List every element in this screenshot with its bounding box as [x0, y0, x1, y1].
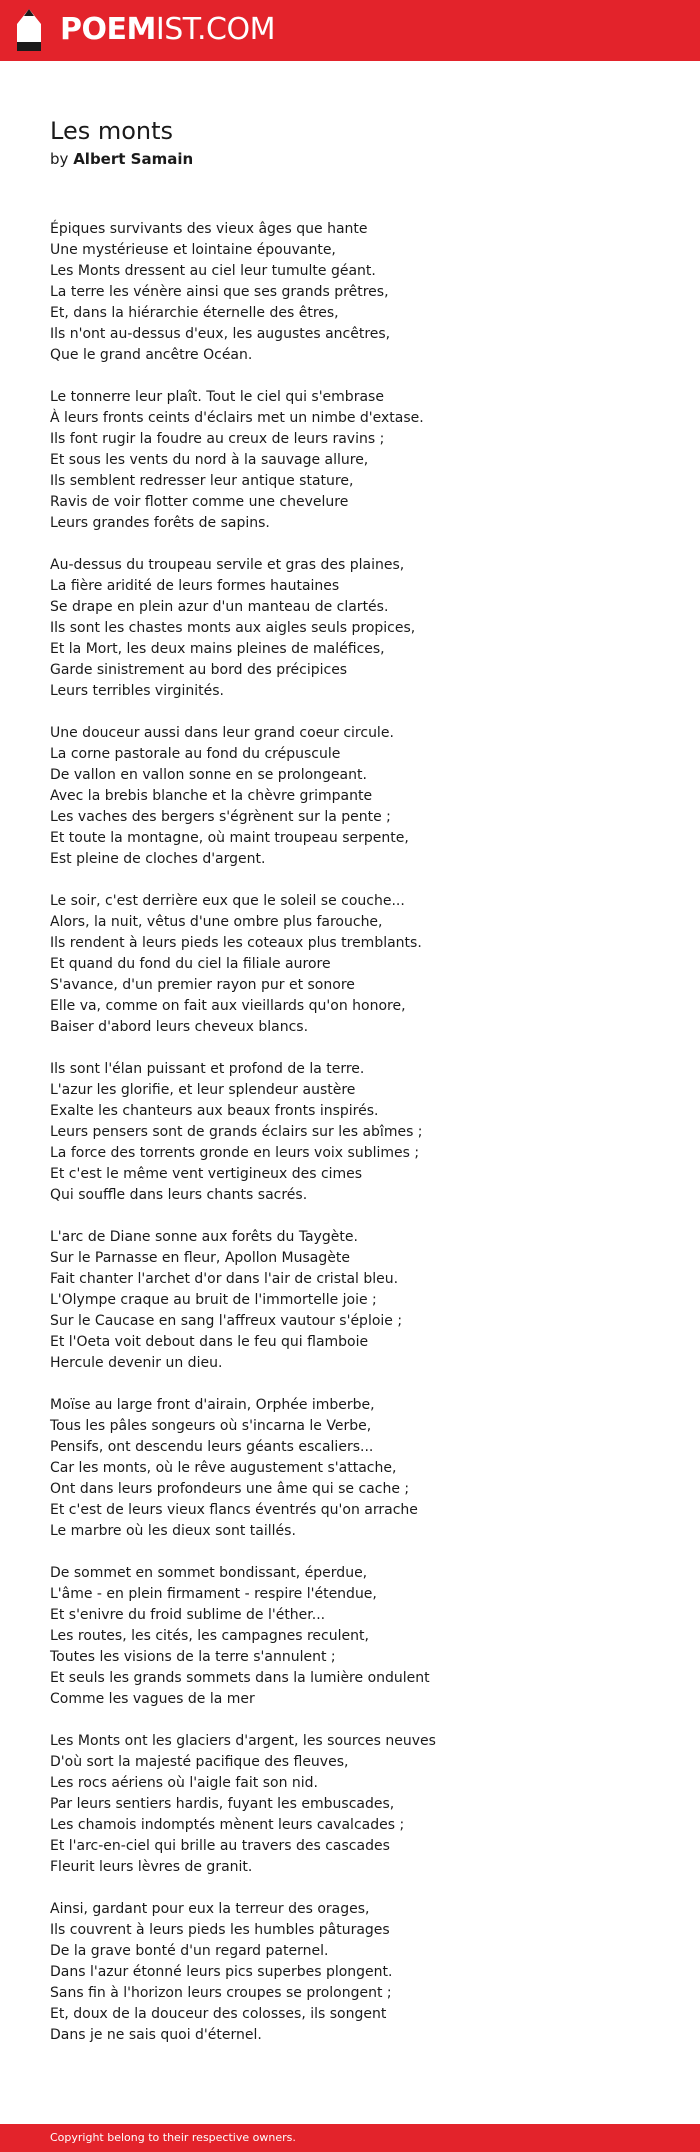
poem-line: L'arc de Diane sonne aux forêts du Taygète.: [50, 1229, 358, 1245]
poem-line: Exalte les chanteurs aux beaux fronts inspirés.: [50, 1103, 379, 1119]
poem-line: Que le grand ancêtre Océan.: [50, 347, 253, 363]
copyright-text: Copyright belong to their respective owners.: [50, 2131, 296, 2144]
poem-line: Hercule devenir un dieu.: [50, 1355, 223, 1371]
poem-line: La terre les vénère ainsi que ses grands prêtres,: [50, 284, 389, 300]
poem-line: Toutes les visions de la terre s'annulent ;: [50, 1649, 336, 1665]
poem-line: Ils font rugir la foudre au creux de leurs ravins ;: [50, 431, 385, 447]
poem-line: Les Monts dressent au ciel leur tumulte géant.: [50, 263, 376, 279]
poem-line: Et l'arc-en-ciel qui brille au travers des cascades: [50, 1838, 390, 1854]
poem-line: Les routes, les cités, les campagnes reculent,: [50, 1628, 369, 1644]
poem-line: Dans je ne sais quoi d'éternel.: [50, 2027, 262, 2043]
stanza: [50, 219, 670, 366]
poem-line: Ils sont l'élan puissant et profond de la terre.: [50, 1061, 365, 1077]
stanza: [50, 1395, 670, 1542]
site-footer: [0, 2124, 700, 2152]
poem-line: Et c'est de leurs vieux flancs éventrés qu'on arrache: [50, 1502, 418, 1518]
site-header: [0, 0, 700, 61]
logo-light-text: IST.COM: [155, 12, 275, 47]
poem-line: Sans fin à l'horizon leurs croupes se prolongent ;: [50, 1985, 392, 2001]
poem-line: Épiques survivants des vieux âges que hante: [50, 221, 368, 237]
poem-line: Une mystérieuse et lointaine épouvante,: [50, 242, 336, 258]
stanza: [50, 1059, 670, 1206]
stanza: [50, 723, 670, 870]
stanza: [50, 1227, 670, 1374]
poem-line: Est pleine de cloches d'argent.: [50, 851, 266, 867]
poem-line: Car les monts, où le rêve augustement s'attache,: [50, 1460, 397, 1476]
poem-line: Ont dans leurs profondeurs une âme qui se cache ;: [50, 1481, 410, 1497]
poem-line: L'Olympe craque au bruit de l'immortelle joie ;: [50, 1292, 377, 1308]
poem-line: Ils sont les chastes monts aux aigles seuls propices,: [50, 620, 416, 636]
poem-line: Fleurit leurs lèvres de granit.: [50, 1859, 253, 1875]
poem-line: Qui souffle dans leurs chants sacrés.: [50, 1187, 308, 1203]
poem-line: De la grave bonté d'un regard paternel.: [50, 1943, 329, 1959]
stanza: [50, 891, 670, 1038]
poem-line: Et s'enivre du froid sublime de l'éther...: [50, 1607, 326, 1623]
stanza: [50, 1731, 670, 1878]
poem-line: Par leurs sentiers hardis, fuyant les embuscades,: [50, 1796, 395, 1812]
poem-line: À leurs fronts ceints d'éclairs met un nimbe d'extase.: [50, 410, 424, 426]
author-name[interactable]: Albert Samain: [73, 150, 194, 168]
logo-bold-text: POEM: [60, 12, 156, 47]
poem-line: Et, dans la hiérarchie éternelle des êtres,: [50, 305, 339, 321]
poem-line: La fière aridité de leurs formes hautaines: [50, 578, 340, 594]
poem-body: [50, 219, 670, 2067]
poem-line: Les Monts ont les glaciers d'argent, les sources neuves: [50, 1733, 436, 1749]
by-label: by: [50, 150, 69, 168]
stanza: [50, 555, 670, 702]
poem-line: L'âme - en plein firmament - respire l'étendue,: [50, 1586, 377, 1602]
poem-line: Ils rendent à leurs pieds les coteaux plus tremblants.: [50, 935, 422, 951]
poem-line: Pensifs, ont descendu leurs géants escaliers...: [50, 1439, 374, 1455]
poem-line: Sur le Parnasse en fleur, Apollon Musagète: [50, 1250, 350, 1266]
stanza: [50, 1563, 670, 1710]
poem-line: Le marbre où les dieux sont taillés.: [50, 1523, 296, 1539]
poem-line: S'avance, d'un premier rayon pur et sonore: [50, 977, 355, 993]
poem-line: Tous les pâles songeurs où s'incarna le Verbe,: [50, 1418, 372, 1434]
poem-line: Et, doux de la douceur des colosses, ils songent: [50, 2006, 387, 2022]
site-logo[interactable]: [60, 10, 275, 50]
poem-line: De vallon en vallon sonne en se prolongeant.: [50, 767, 367, 783]
poem-line: Leurs terribles virginités.: [50, 683, 225, 699]
poem-line: L'azur les glorifie, et leur splendeur austère: [50, 1082, 356, 1098]
poem-line: Comme les vagues de la mer: [50, 1691, 255, 1707]
poem-line: Et seuls les grands sommets dans la lumière ondulent: [50, 1670, 430, 1686]
poem-line: Ils semblent redresser leur antique stature,: [50, 473, 354, 489]
poem-line: Les vaches des bergers s'égrènent sur la pente ;: [50, 809, 391, 825]
poem-line: Et la Mort, les deux mains pleines de maléfices,: [50, 641, 385, 657]
poem-line: Elle va, comme on fait aux vieillards qu'on honore,: [50, 998, 406, 1014]
poem-line: Alors, la nuit, vêtus d'une ombre plus farouche,: [50, 914, 383, 930]
poem-line: La corne pastorale au fond du crépuscule: [50, 746, 341, 762]
poem-byline: [50, 148, 193, 170]
poem-line: Les chamois indomptés mènent leurs cavalcades ;: [50, 1817, 405, 1833]
poem-line: Garde sinistrement au bord des précipices: [50, 662, 348, 678]
poem-line: Le soir, c'est derrière eux que le soleil se couche...: [50, 893, 405, 909]
poem-line: Ils n'ont au-dessus d'eux, les augustes ancêtres,: [50, 326, 391, 342]
poem-line: Et c'est le même vent vertigineux des cimes: [50, 1166, 363, 1182]
poem-line: Fait chanter l'archet d'or dans l'air de cristal bleu.: [50, 1271, 399, 1287]
poem-line: Et toute la montagne, où maint troupeau serpente,: [50, 830, 409, 846]
poem-line: Ils couvrent à leurs pieds les humbles pâturages: [50, 1922, 390, 1938]
poem-line: Avec la brebis blanche et la chèvre grimpante: [50, 788, 373, 804]
poem-line: Dans l'azur étonné leurs pics superbes plongent.: [50, 1964, 393, 1980]
poem-line: Se drape en plein azur d'un manteau de clartés.: [50, 599, 389, 615]
poem-line: Ravis de voir flotter comme une chevelure: [50, 494, 349, 510]
poem-line: Moïse au large front d'airain, Orphée imberbe,: [50, 1397, 375, 1413]
poem-line: Leurs grandes forêts de sapins.: [50, 515, 270, 531]
poem-line: Sur le Caucase en sang l'affreux vautour s'éploie ;: [50, 1313, 403, 1329]
pen-nib-icon[interactable]: [16, 8, 42, 52]
stanza: [50, 387, 670, 534]
poem-line: Et quand du fond du ciel la filiale aurore: [50, 956, 331, 972]
poem-line: Ainsi, gardant pour eux la terreur des orages,: [50, 1901, 370, 1917]
poem-line: De sommet en sommet bondissant, éperdue,: [50, 1565, 368, 1581]
poem-line: Baiser d'abord leurs cheveux blancs.: [50, 1019, 309, 1035]
poem-line: Le tonnerre leur plaît. Tout le ciel qui s'embrase: [50, 389, 384, 405]
poem-line: D'où sort la majesté pacifique des fleuves,: [50, 1754, 349, 1770]
poem-line: Les rocs aériens où l'aigle fait son nid.: [50, 1775, 318, 1791]
stanza: [50, 1899, 670, 2046]
poem-title: Les monts: [50, 117, 174, 145]
poem-line: Au-dessus du troupeau servile et gras des plaines,: [50, 557, 405, 573]
poem-line: La force des torrents gronde en leurs voix sublimes ;: [50, 1145, 420, 1161]
poem-line: Et l'Oeta voit debout dans le feu qui flamboie: [50, 1334, 369, 1350]
poem-line: Et sous les vents du nord à la sauvage allure,: [50, 452, 369, 468]
poem-line: Leurs pensers sont de grands éclairs sur les abîmes ;: [50, 1124, 423, 1140]
poem-line: Une douceur aussi dans leur grand coeur circule.: [50, 725, 394, 741]
